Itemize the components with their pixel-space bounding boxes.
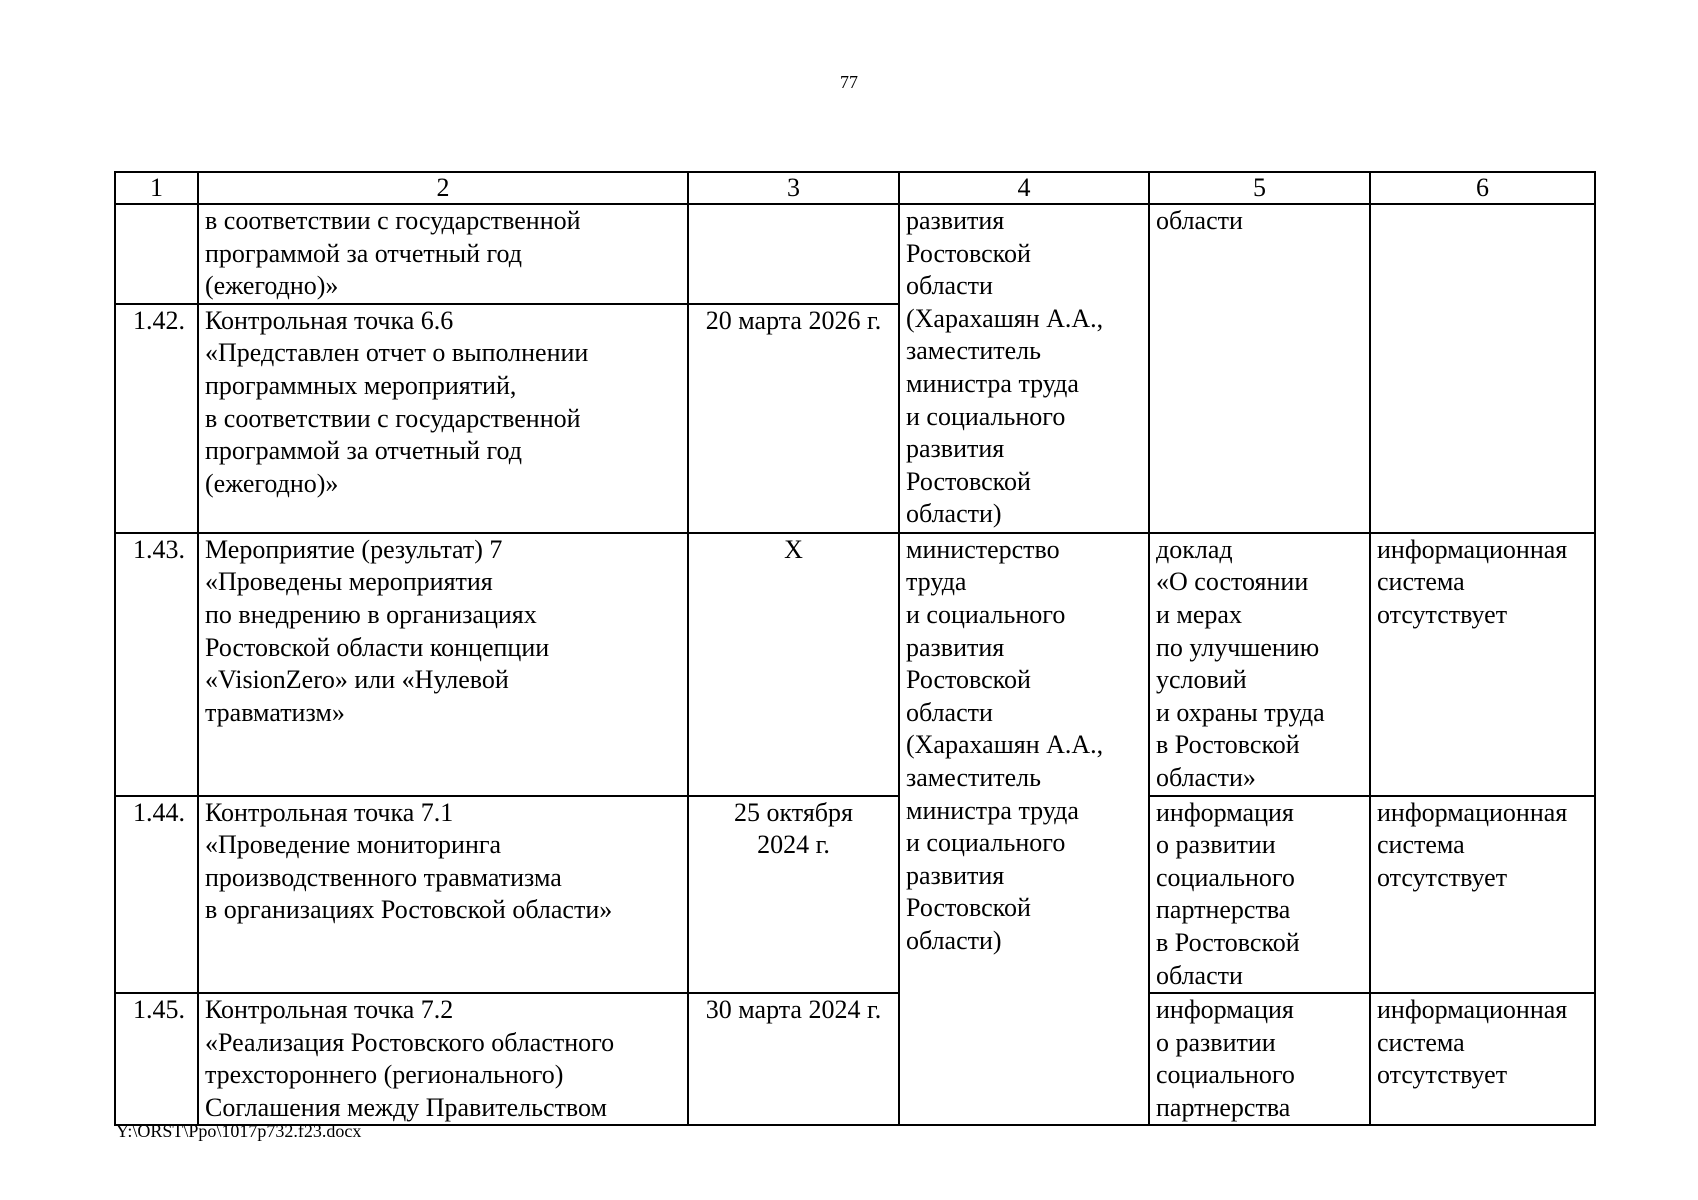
row-number: 1.45. [115,993,198,1125]
row-number [115,204,198,304]
header-cell: 2 [198,172,688,204]
info-system-cell: информационная система отсутствует [1370,796,1595,994]
responsible-cell: развития Ростовской области (Харахашян А.А., заместитель министра труда и социального развития Ростовской области) [899,204,1149,533]
info-system-cell: информационная система отсутствует [1370,993,1595,1125]
table-row [115,993,1595,1125]
header-cell: 1 [115,172,198,204]
row-name: Контрольная точка 7.1 «Проведение мониторинга производственного травматизма в организациях Ростовской области» [198,796,688,994]
plan-table [114,171,1596,1126]
table-row [115,796,1595,994]
header-cell: 4 [899,172,1149,204]
document-cell: информация о развитии социального партнерства в Ростовской области [1149,796,1370,994]
table-header-row [115,172,1595,204]
row-number: 1.42. [115,304,198,533]
file-path-footer: Y:\ORST\Ppo\1017p732.f23.docx [116,1121,362,1141]
info-system-cell: информационная система отсутствует [1370,533,1595,796]
row-date [688,204,899,304]
row-number: 1.44. [115,796,198,994]
header-cell: 3 [688,172,899,204]
table-row [115,204,1595,304]
row-name: Контрольная точка 7.2 «Реализация Ростовского областного трехстороннего (регионального) Соглашения между Правительством [198,993,688,1125]
table-row [115,533,1595,796]
header-cell: 5 [1149,172,1370,204]
info-system-cell [1370,204,1595,533]
document-cell: области [1149,204,1370,533]
row-date: Х [688,533,899,796]
row-name: Мероприятие (результат) 7 «Проведены мероприятия по внедрению в организациях Ростовской области концепции «VisionZero» или «Нулевой травматизм» [198,533,688,796]
document-cell: информация о развитии социального партнерства [1149,993,1370,1125]
row-name: в соответствии с государственной программой за отчетный год (ежегодно)» [198,204,688,304]
header-cell: 6 [1370,172,1595,204]
row-date: 25 октября 2024 г. [688,796,899,994]
row-name: Контрольная точка 6.6 «Представлен отчет о выполнении программных мероприятий, в соответствии с государственной программой за отчетный год (ежегодно)» [198,304,688,533]
row-date: 20 марта 2026 г. [688,304,899,533]
page-number: 77 [840,72,858,92]
responsible-cell: министерство труда и социального развития Ростовской области (Харахашян А.А., заместитель министра труда и социального развития Ростовской области) [899,533,1149,1126]
row-date: 30 марта 2024 г. [688,993,899,1125]
document-cell: доклад «О состоянии и мерах по улучшению условий и охраны труда в Ростовской области» [1149,533,1370,796]
row-number: 1.43. [115,533,198,796]
